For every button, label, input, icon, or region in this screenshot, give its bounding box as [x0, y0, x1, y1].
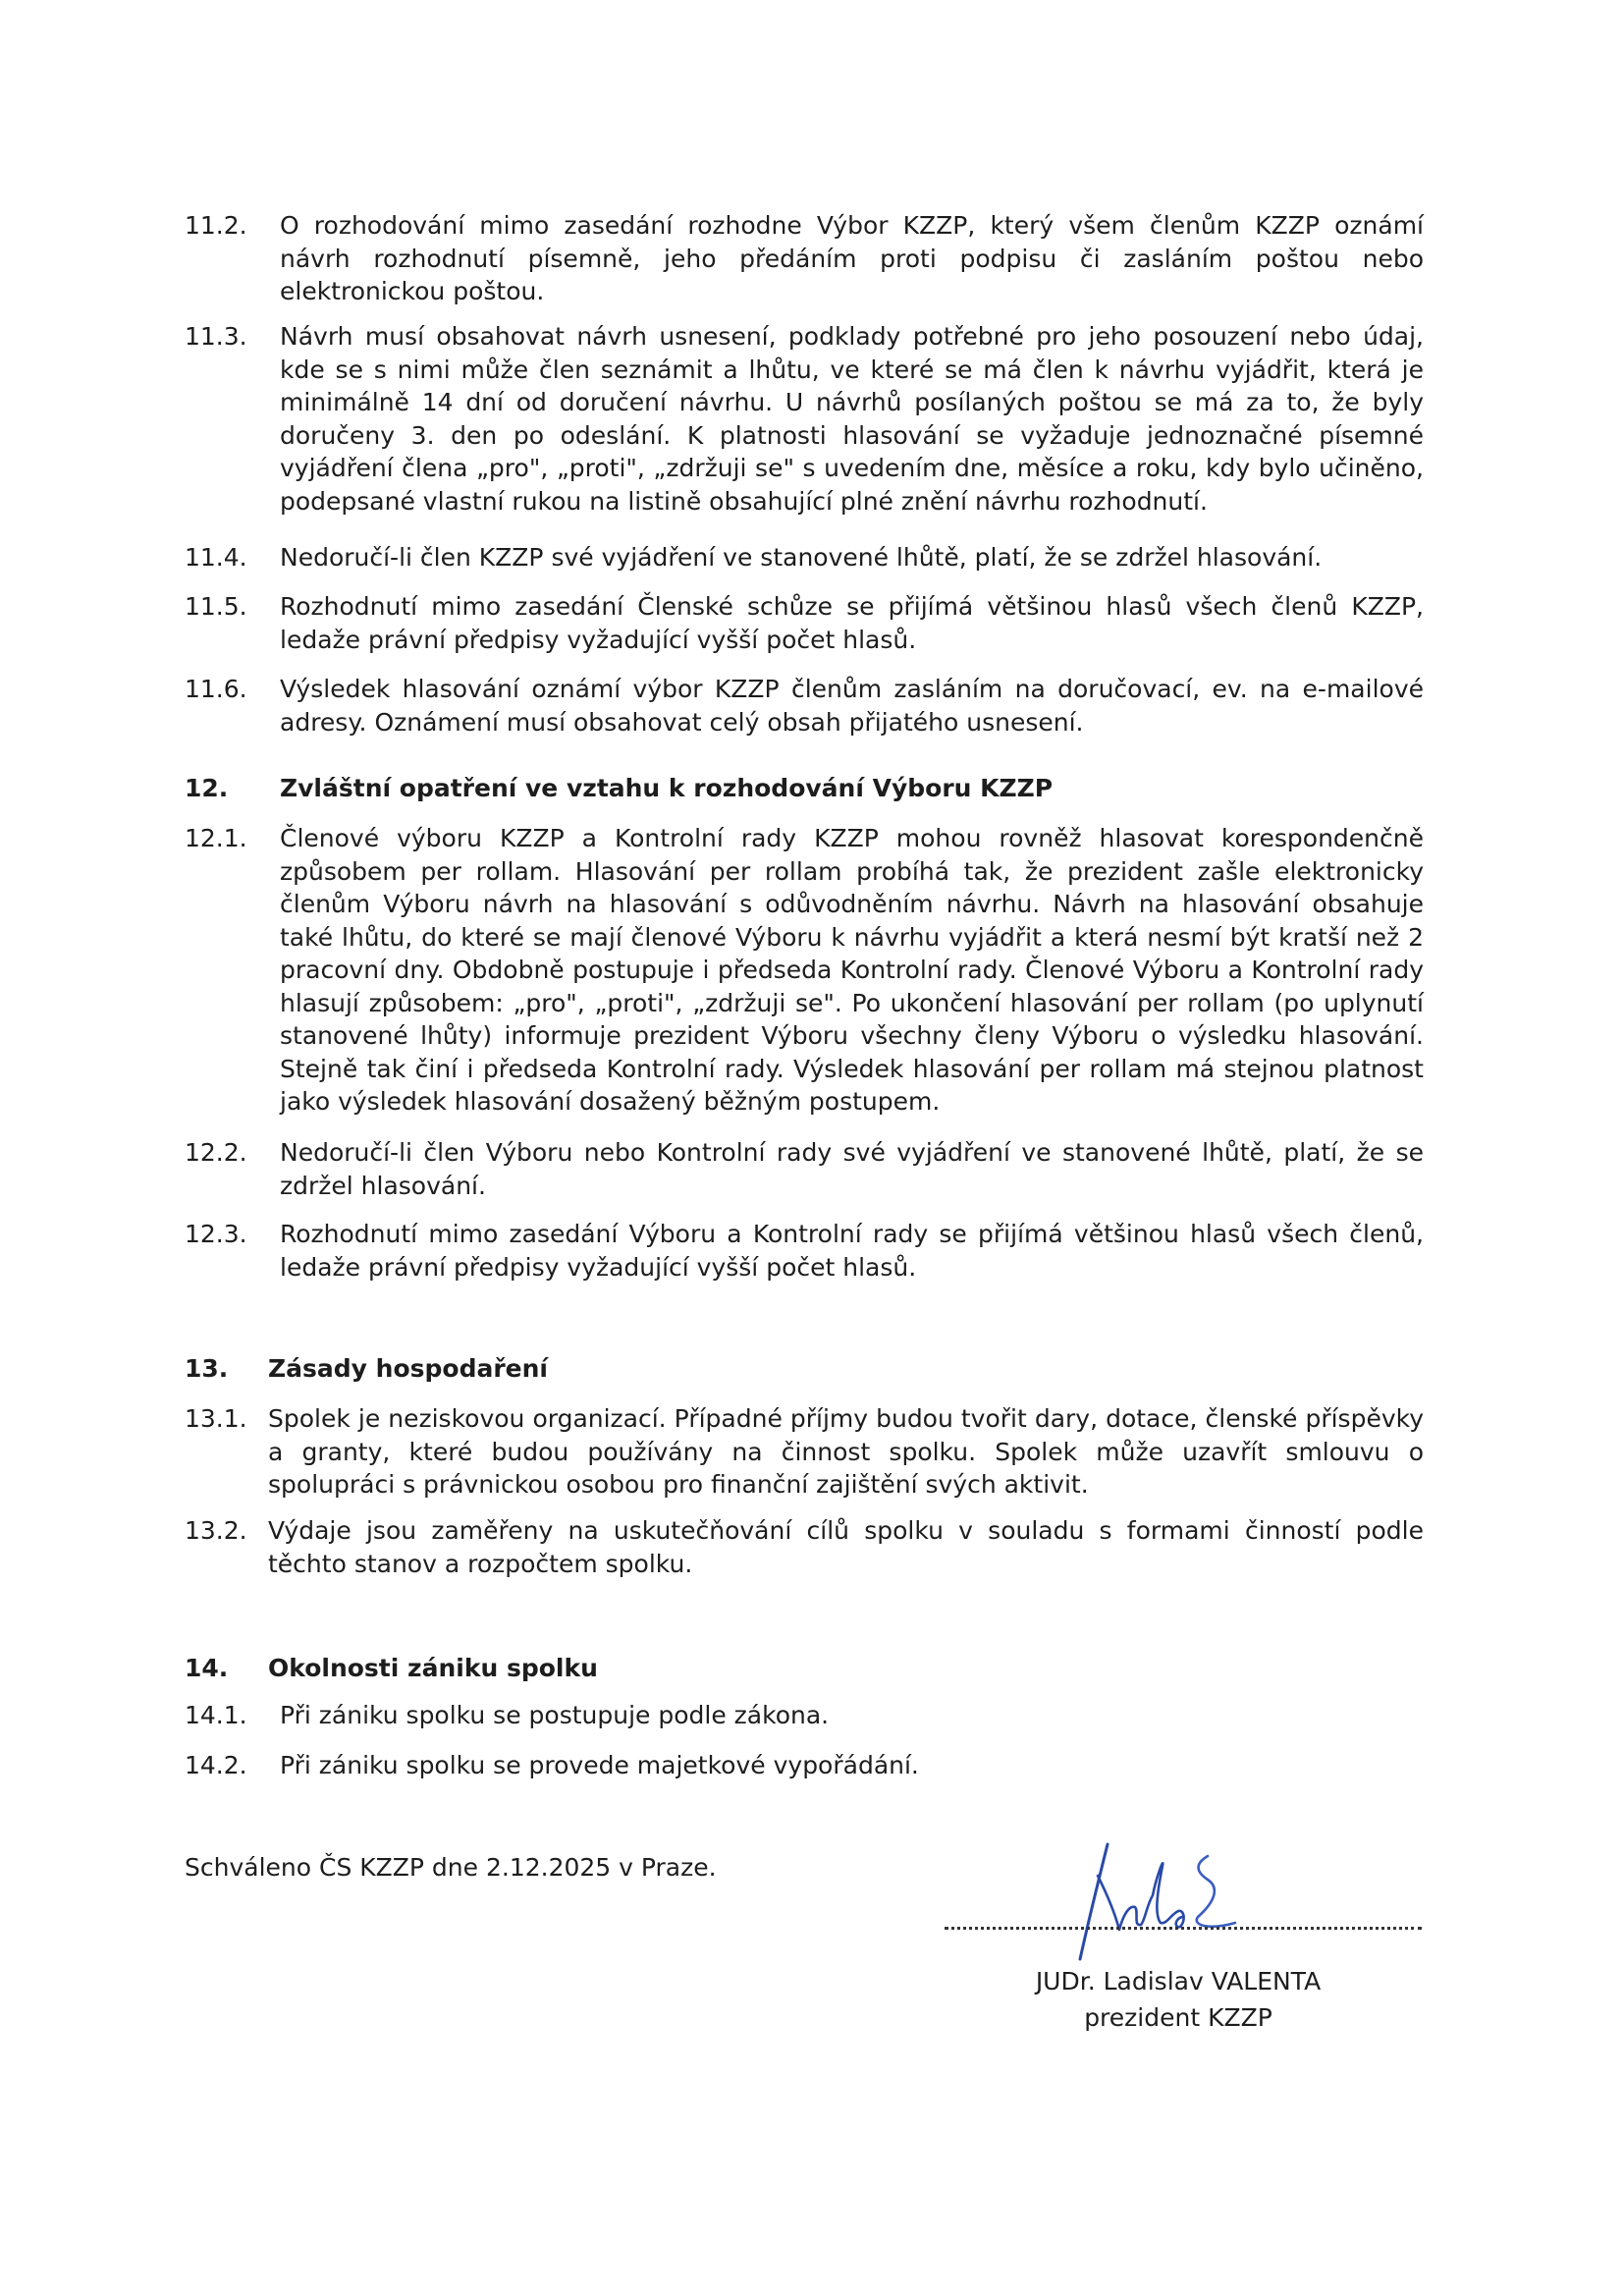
clause-number: 12.2.: [185, 1138, 247, 1167]
clause-text: Nedoručí-li člen KZZP své vyjádření ve stanovené lhůtě, platí, že se zdržel hlasování.: [280, 543, 1323, 572]
clause-text: Rozhodnutí mimo zasedání Členské schůze se přijímá většinou hlasů všech členů KZZP, ledaže právní předpisy vyžadující vyšší počet hlasů.: [280, 592, 1424, 654]
clause-11-3: [185, 320, 1424, 518]
clause-text: Rozhodnutí mimo zasedání Výboru a Kontrolní rady se přijímá většinou hlasů všech členů, ledaže právní předpisy vyžadující vyšší počet hlasů.: [280, 1220, 1424, 1282]
clause-number: 13.1.: [185, 1404, 247, 1433]
clause-12-1: [185, 822, 1424, 1119]
clause-text: Při zániku spolku se postupuje podle zákona.: [280, 1701, 830, 1729]
clause-number: 13.2.: [185, 1516, 247, 1545]
clause-12-3: [185, 1218, 1424, 1284]
signature-line: [945, 1927, 1422, 1930]
clause-number: 14.1.: [185, 1701, 247, 1729]
clause-13-1: [185, 1402, 1424, 1502]
section-heading-12: [185, 772, 1053, 805]
clause-number: 12.3.: [185, 1220, 247, 1248]
clause-11-5: [185, 590, 1424, 656]
clause-number: 11.2.: [185, 211, 247, 240]
clause-number: 11.4.: [185, 543, 247, 572]
clause-11-4: [185, 541, 1424, 574]
section-number: 13.: [185, 1354, 229, 1383]
clause-text: Nedoručí-li člen Výboru nebo Kontrolní rady své vyjádření ve stanovené lhůtě, platí, že se zdržel hlasování.: [280, 1138, 1424, 1200]
section-title: Okolnosti zániku spolku: [268, 1654, 598, 1682]
clause-number: 14.2.: [185, 1751, 247, 1779]
clause-text: O rozhodování mimo zasedání rozhodne Výbor KZZP, který všem členům KZZP oznámí návrh rozhodnutí písemně, jeho předáním proti podpisu či zasláním poštou nebo elektronickou poštou.: [280, 211, 1424, 305]
clause-14-2: [185, 1749, 1424, 1782]
clause-text: Při zániku spolku se provede majetkové vypořádání.: [280, 1751, 919, 1779]
clause-11-6: [185, 673, 1424, 738]
clause-text: Spolek je neziskovou organizací. Případné příjmy budou tvořit dary, dotace, členské příspěvky a granty, které budou používány na činnost spolku. Spolek může uzavřít smlouvu o spolupráci s právnickou osobou pro finanční zajištění svých aktivit.: [268, 1404, 1424, 1499]
clause-number: 11.6.: [185, 675, 247, 703]
section-title: Zvláštní opatření ve vztahu k rozhodování Výboru KZZP: [280, 774, 1054, 802]
clause-text: Výsledek hlasování oznámí výbor KZZP členům zasláním na doručovací, ev. na e-mailové adresy. Oznámení musí obsahovat celý obsah přijatého usnesení.: [280, 675, 1424, 737]
clause-number: 11.3.: [185, 322, 247, 351]
clause-11-2: [185, 209, 1424, 308]
section-heading-14: [185, 1652, 598, 1685]
signer-name: JUDr. Ladislav VALENTA: [1035, 1967, 1322, 1995]
clause-number: 12.1.: [185, 824, 247, 852]
clause-12-2: [185, 1136, 1424, 1202]
section-number: 12.: [185, 774, 229, 802]
approval-statement: Schváleno ČS KZZP dne 2.12.2025 v Praze.: [185, 1853, 717, 1882]
clause-text: Členové výboru KZZP a Kontrolní rady KZZP mohou rovněž hlasovat korespondenčně způsobem per rollam. Hlasování per rollam probíhá tak, že prezident zašle elektronicky členům Výboru návrh na hlasování s odůvodněním návrhu. Návrh na hlasování obsahuje také lhůtu, do které se mají členové Výboru k návrhu vyjádřit a která nesmí být kratší než 2 pracovní dny. Obdobně postupuje i předseda Kontrolní rady. Členové Výboru a Kontrolní rady hlasují způsobem: „pro", „proti", „zdržuji se". Po ukončení hlasování per rollam (po uplynutí stanovené lhůty) informuje prezident Výboru všechny členy Výboru o výsledku hlasování. Stejně tak činí i předseda Kontrolní rady. Výsledek hlasování per rollam má stejnou platnost jako výsledek hlasování dosažený běžným postupem.: [280, 824, 1424, 1116]
section-heading-13: [185, 1352, 548, 1386]
section-title: Zásady hospodaření: [268, 1354, 548, 1383]
signer-title: prezident KZZP: [1084, 2003, 1272, 2032]
clause-13-2: [185, 1514, 1424, 1580]
clause-text: Výdaje jsou zaměřeny na uskutečňování cílů spolku v souladu s formami činností podle těchto stanov a rozpočtem spolku.: [268, 1516, 1424, 1578]
clause-14-1: [185, 1699, 1424, 1732]
section-number: 14.: [185, 1654, 229, 1682]
handwritten-signature-icon: [1051, 1836, 1276, 1964]
clause-number: 11.5.: [185, 592, 247, 621]
clause-text: Návrh musí obsahovat návrh usnesení, podklady potřebné pro jeho posouzení nebo údaj, kde se s nimi může člen seznámit a lhůtu, ve které se má člen k návrhu vyjádřit, která je minimálně 14 dní od doručení návrhu. U návrhů posílaných poštou se má za to, že byly doručeny 3. den po odeslání. K platnosti hlasování se vyžaduje jednoznačné písemné vyjádření člena „pro", „proti", „zdržuji se" s uvedením dne, měsíce a roku, kdy bylo učiněno, podepsané vlastní rukou na listině obsahující plné znění návrhu rozhodnutí.: [280, 322, 1424, 516]
